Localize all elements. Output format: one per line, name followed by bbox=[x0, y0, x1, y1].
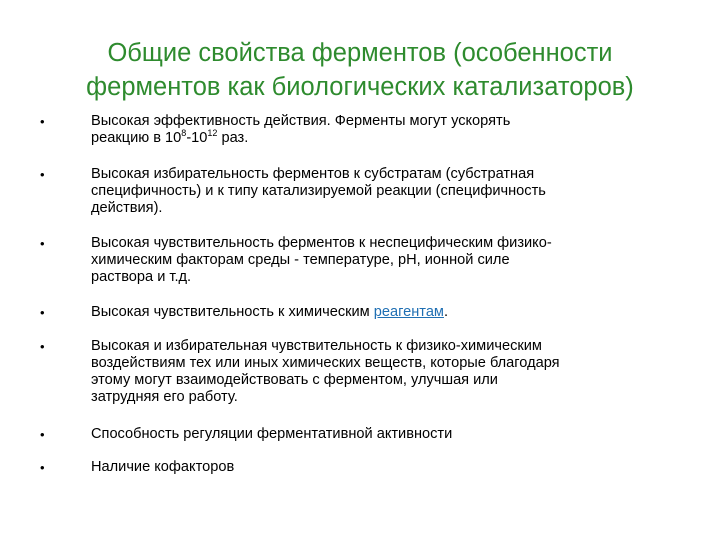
list-item-line: действия). bbox=[91, 200, 163, 216]
list-item-line: воздействиям тех или иных химических веществ, которые благодаря bbox=[91, 355, 560, 371]
text-segment: раз. bbox=[217, 130, 249, 146]
list-item-line: Высокая избирательность ферментов к субстратам (субстратная bbox=[91, 166, 535, 182]
bullet-marker: • bbox=[40, 460, 45, 475]
list-item-line: специфичность) и к типу катализируемой реакции (специфичность bbox=[91, 183, 546, 199]
list-item-text bbox=[91, 166, 651, 217]
superscript: 12 bbox=[207, 128, 218, 138]
title-line-2: ферментов как биологических катализаторов) bbox=[86, 73, 634, 101]
bullet-marker: • bbox=[40, 427, 45, 442]
text-segment: Высокая чувствительность к химическим bbox=[91, 304, 374, 320]
list-item-text bbox=[91, 235, 651, 286]
list-item-line: химическим факторам среды - температуре, рН, ионной силе bbox=[91, 252, 510, 268]
list-item-text bbox=[91, 338, 651, 406]
bullet-marker: • bbox=[40, 236, 45, 251]
list-item-line: Высокая чувствительность ферментов к неспецифическим физико- bbox=[91, 235, 552, 251]
reagents-link[interactable]: реагентам bbox=[373, 304, 444, 320]
list-item-line bbox=[91, 130, 651, 147]
list-item-text bbox=[91, 426, 651, 443]
bullet-marker: • bbox=[40, 339, 45, 354]
list-item-text bbox=[91, 459, 651, 476]
list-item-line: Высокая эффективность действия. Ферменты могут ускорять bbox=[91, 113, 511, 129]
list-item-line: Высокая и избирательная чувствительность к физико-химическим bbox=[91, 338, 542, 354]
list-item-line: Способность регуляции ферментативной активности bbox=[91, 426, 453, 442]
list-item-text bbox=[91, 113, 651, 147]
bullet-marker: • bbox=[40, 305, 45, 320]
list-item-line bbox=[91, 304, 651, 321]
bullet-marker: • bbox=[40, 167, 45, 182]
superscript: 8 bbox=[181, 128, 187, 138]
list-item-line: этому могут взаимодействовать с ферментом, улучшая или bbox=[91, 372, 498, 388]
text-segment: реакцию в 10 bbox=[91, 130, 182, 146]
list-item-line: затрудняя его работу. bbox=[91, 389, 238, 405]
list-item-line: раствора и т.д. bbox=[91, 269, 192, 285]
list-item-text bbox=[91, 304, 651, 321]
text-segment: . bbox=[443, 304, 449, 320]
title-line-1: Общие свойства ферментов (особенности bbox=[107, 39, 613, 67]
slide-title bbox=[40, 36, 680, 104]
list-item-line: Наличие кофакторов bbox=[91, 459, 235, 475]
bullet-marker: • bbox=[40, 114, 45, 129]
text-segment: -10 bbox=[186, 130, 208, 146]
